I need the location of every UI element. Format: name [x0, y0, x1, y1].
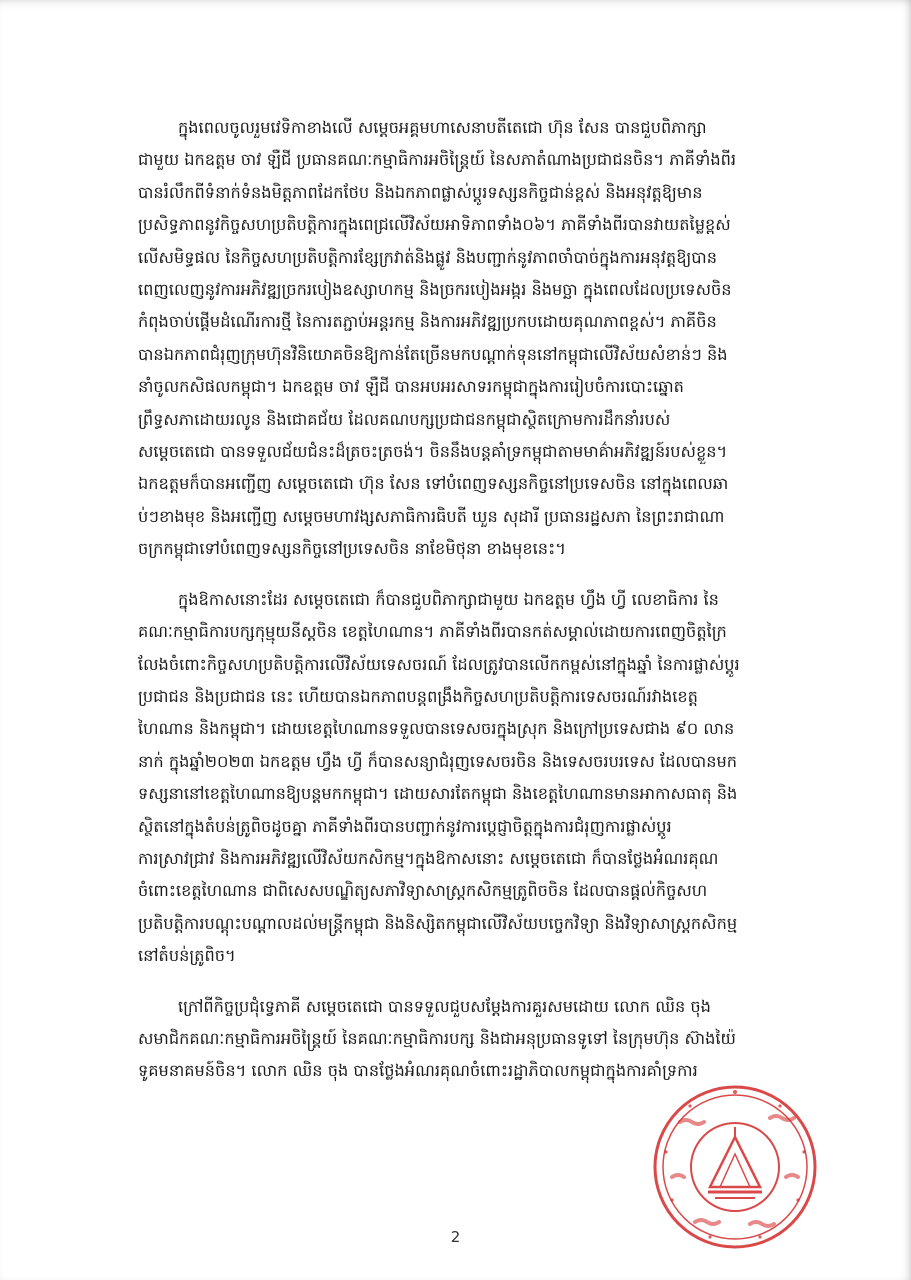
- text-line: ទូគមនាគមន៍ចិន។ លោក ឈិន ចុង បានថ្លែងអំណរគុណចំពោះរដ្ឋាភិបាលកម្ពុជាក្នុងការគាំទ្រការ: [138, 1061, 698, 1081]
- paragraph-1: [138, 112, 790, 566]
- paragraph-3: [138, 991, 790, 1088]
- text-line: នៅតំបន់ត្រូពិច។: [138, 946, 236, 966]
- text-line: ឯកឧត្តមក៏បានអញ្ជើញ សម្តេចតេជោ ហ៊ុន សែន ទៅបំពេញទស្សនកិច្ចនៅប្រទេសចិន នៅក្នុងពេលឆា: [138, 474, 729, 494]
- text-line: ក្រៅពីកិច្ចប្រជុំទ្វេភាគី សម្តេចតេជោ បានទទួលជួបសម្តែងការគួរសមដោយ លោក ឈិន ចុង: [178, 996, 711, 1016]
- text-line: ប្រតិបត្តិការបណ្តុះបណ្តាលដល់មន្ត្រីកម្ពុជា និងនិស្សិតកម្ពុជាលើវិស័យបច្ចេកវិទ្យា និងវិទ្យាសាស្ត្រកសិកម្ម: [138, 913, 738, 933]
- text-line: ចំពោះខេត្តហៃណាន ជាពិសេសបណ្ឌិត្យសភាវិទ្យាសាស្ត្រកសិកម្មត្រូពិចចិន ដែលបានផ្តល់កិច្ចសហ: [138, 881, 708, 901]
- text-line: ស្ថិតនៅក្នុងតំបន់ត្រូពិចដូចគ្នា ភាគីទាំងពីរបានបញ្ជាក់នូវការប្តេជ្ញាចិត្តក្នុងការជំរុញការផ្លាស់ប្តូរ: [138, 816, 672, 836]
- text-line: នាំចូលកសិផលកម្ពុជា។ ឯកឧត្តម ចាវ ឡឺជី បានអបអរសាទរកម្ពុជាក្នុងការរៀបចំការបោះឆ្នោត: [138, 377, 684, 397]
- text-line: ពេញលេញនូវការអភិវឌ្ឍច្រករបៀងឧស្សាហកម្ម និងច្រករបៀងអង្ករ និងមច្ឆា ក្នុងពេលដែលប្រទេសចិន: [138, 280, 732, 300]
- text-line: លើសមិទ្ធផល នៃកិច្ចសហប្រតិបត្តិការខ្សែក្រវាត់និងផ្លូវ និងបញ្ជាក់នូវភាពចាំបាច់ក្នុងការអនុវត្តឱ្យបាន: [138, 247, 717, 267]
- text-line: ប់ៗខាងមុខ និងអញ្ជើញ សម្តេចមហាវង្សសភាធិការធិបតី ឃួន សុដារី ប្រធានរដ្ឋសភា នៃព្រះរាជាណា: [138, 506, 725, 526]
- text-line: គណៈកម្មាធិការបក្សកុម្មុយនីស្តចិន ខេត្តហៃណាន។ ភាគីទាំងពីរបានកត់សម្គាល់ដោយការពេញចិត្តក្រៃ: [138, 622, 727, 642]
- paragraph-2: [138, 584, 790, 973]
- text-line: ចក្រកម្ពុជាទៅបំពេញទស្សនកិច្ចនៅប្រទេសចិន នាខែមិថុនា ខាងមុខនេះ។: [138, 539, 566, 559]
- text-line: បានរំលឹកពីទំនាក់ទំនងមិត្តភាពដែកថែប និងឯកភាពផ្លាស់ប្តូរទស្សនកិច្ចជាន់ខ្ពស់ និងអនុវត្តឱ្យមាន: [138, 182, 703, 202]
- text-line: ហៃណាន និងកម្ពុជា។ ដោយខេត្តហៃណានទទួលបានទេសចរក្នុងស្រុក និងក្រៅប្រទេសជាង ៩០ លាន: [138, 719, 735, 739]
- text-line: កំពុងចាប់ផ្តើមដំណើរការថ្មី នៃការតភ្ជាប់អន្តរកម្ម និងការអភិវឌ្ឍប្រកបដោយគុណភាពខ្ពស់។ ភាគីចិន: [138, 312, 717, 332]
- text-line: ក្នុងឱកាសនោះដែរ សម្តេចតេជោ ក៏បានជួបពិភាក្សាជាមួយ ឯកឧត្តម ហ្វឹង ហ្វី លេខាធិការ នៃ: [178, 589, 719, 609]
- official-seal-stamp: [650, 1082, 820, 1252]
- text-line: ជាមួយ ឯកឧត្តម ចាវ ឡឺជី ប្រធានគណៈកម្មាធិការអចិន្ត្រៃយ៍ នៃសភាតំណាងប្រជាជនចិន។ ភាគីទាំងពីរ: [138, 150, 737, 170]
- text-line: សមាជិកគណៈកម្មាធិការអចិន្ត្រៃយ៍ នៃគណៈកម្មាធិការបក្ស និងជាអនុប្រធានទូទៅ នៃក្រុមហ៊ុន ស៊ាងយ៉ៃ: [138, 1028, 736, 1048]
- text-line: នាក់ ក្នុងឆ្នាំ២០២៣ ឯកឧត្តម ហ្វឹង ហ្វី ក៏បានសន្យាជំរុញទេសចរចិន និងទេសចរបរទេស ដែលបានមក: [138, 751, 738, 771]
- text-line: បានឯកភាពជំរុញក្រុមហ៊ុនវិនិយោគចិនឱ្យកាន់តែច្រើនមកបណ្តាក់ទុននៅកម្ពុជាលើវិស័យសំខាន់ៗ និង: [138, 344, 728, 364]
- page-number: 2: [450, 1228, 461, 1246]
- text-line: ទស្សនានៅខេត្តហៃណានឱ្យបន្តមកកម្ពុជា។ ដោយសារតែកម្ពុជា និងខេត្តហៃណានមានអាកាសធាតុ និង: [138, 784, 738, 804]
- text-line: ការស្រាវជ្រាវ និងការអភិវឌ្ឍលើវិស័យកសិកម្ម។ក្នុងឱកាសនោះ សម្តេចតេជោ ក៏បានថ្លែងអំណរគុណ: [138, 848, 719, 868]
- text-line: ក្នុងពេលចូលរួមវេទិកាខាងលើ សម្តេចអគ្គមហាសេនាបតីតេជោ ហ៊ុន សែន បានជួបពិភាក្សា: [178, 118, 707, 137]
- text-line: ព្រឹទ្ធសភាដោយរលូន និងជោគជ័យ ដែលគណបក្សប្រជាជនកម្ពុជាស្ថិតក្រោមការដឹកនាំរបស់: [138, 409, 671, 429]
- text-line: សម្តេចតេជោ បានទទួលជ័យជំនះដ៏ត្រចះត្រចង់។ ចិននឹងបន្តគាំទ្រកម្ពុជាតាមមាគ៌ាអភិវឌ្ឍន៍របស់ខ្លួន។: [138, 442, 728, 462]
- text-line: ប្រជាជន និងប្រជាជន នេះ ហើយបានឯកភាពបន្តពង្រឹងកិច្ចសហប្រតិបត្តិការទេសចរណ៍រវាងខេត្ត: [138, 686, 698, 706]
- text-line: លែងចំពោះកិច្ចសហប្រតិបត្តិការលើវិស័យទេសចរណ៍ ដែលត្រូវបានលើកកម្ពស់នៅក្នុងឆ្នាំ នៃការផ្លាស់ប្តូរ: [138, 654, 740, 674]
- text-line: ប្រសិទ្ធភាពនូវកិច្ចសហប្រតិបត្តិការក្នុងពេជ្រលើវិស័យអាទិភាពទាំង០៦។ ភាគីទាំងពីរបានវាយតម្លៃខ្ពស់: [138, 215, 731, 235]
- document-body: [138, 112, 790, 1088]
